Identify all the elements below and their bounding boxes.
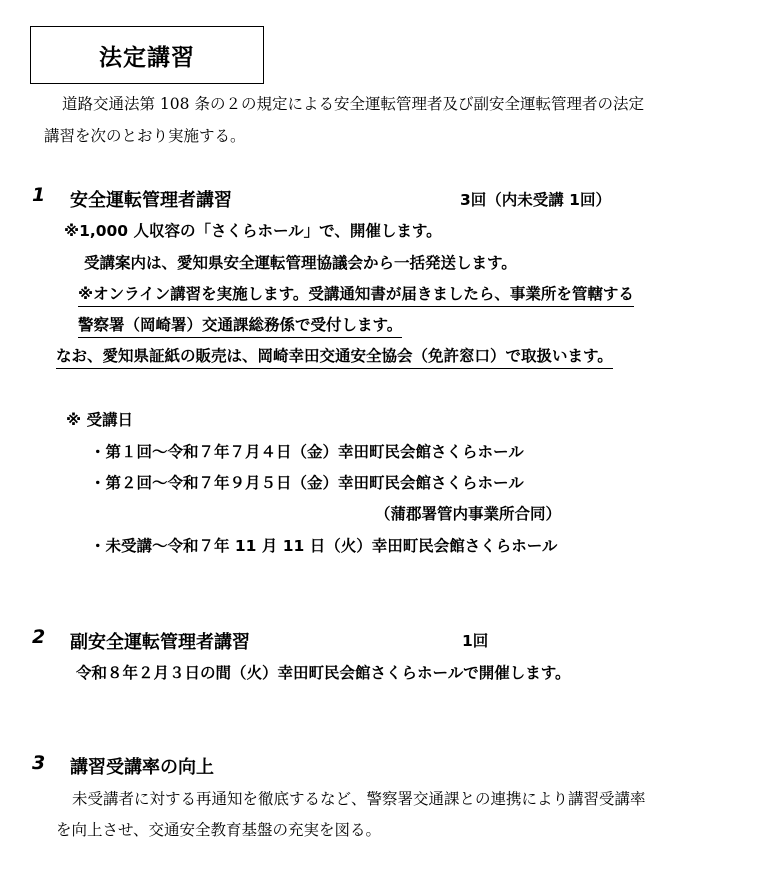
section-1-count: 3回（内未受講 1回） [460, 191, 611, 209]
section-2-heading: 副安全運転管理者講習 [70, 632, 250, 653]
section-3-line-1: 未受講者に対する再通知を徹底するなど、警察署交通課との連携により講習受講率 [72, 790, 646, 808]
page-title: 法定講習 [30, 26, 264, 84]
section-2-line: 令和８年２月３日の間（火）幸田町民会館さくらホールで開催します。 [76, 664, 571, 682]
date-item-1: ・第１回～令和７年７月４日（金）幸田町民会館さくらホール [90, 443, 524, 461]
section-2-number: 2 [32, 626, 46, 648]
section-1-line-4: 警察署（岡崎署）交通課総務係で受付します。 [78, 313, 402, 338]
section-1-line-3: ※オンライン講習を実施します。受講通知書が届きましたら、事業所を管轄する [78, 282, 634, 307]
section-2-count: 1回 [462, 632, 489, 650]
section-3-line-2: を向上させ、交通安全教育基盤の充実を図る。 [56, 821, 382, 839]
intro-line-2: 講習を次のとおり実施する。 [44, 127, 246, 145]
intro-line-1: 道路交通法第 108 条の２の規定による安全運転管理者及び副安全運転管理者の法定 [62, 95, 644, 113]
date-item-2: ・第２回～令和７年９月５日（金）幸田町民会館さくらホール [90, 474, 524, 492]
dates-label: ※ 受講日 [66, 411, 133, 429]
section-3-number: 3 [32, 752, 46, 774]
section-1-number: 1 [32, 184, 46, 206]
section-1-line-2: 受講案内は、愛知県安全運転管理協議会から一括発送します。 [84, 254, 517, 272]
date-item-2-note: （蒲郡署管内事業所合同） [375, 505, 562, 523]
section-1-line-5: なお、愛知県証紙の販売は、岡崎幸田交通安全協会（免許窓口）で取扱います。 [56, 344, 613, 369]
section-1-heading: 安全運転管理者講習 [70, 190, 232, 211]
section-1-line-1: ※1,000 人収容の「さくらホール」で、開催します。 [64, 222, 442, 240]
section-3-heading: 講習受講率の向上 [70, 757, 214, 778]
date-item-3: ・未受講～令和７年 11 月 11 日（火）幸田町民会館さくらホール [90, 537, 558, 555]
